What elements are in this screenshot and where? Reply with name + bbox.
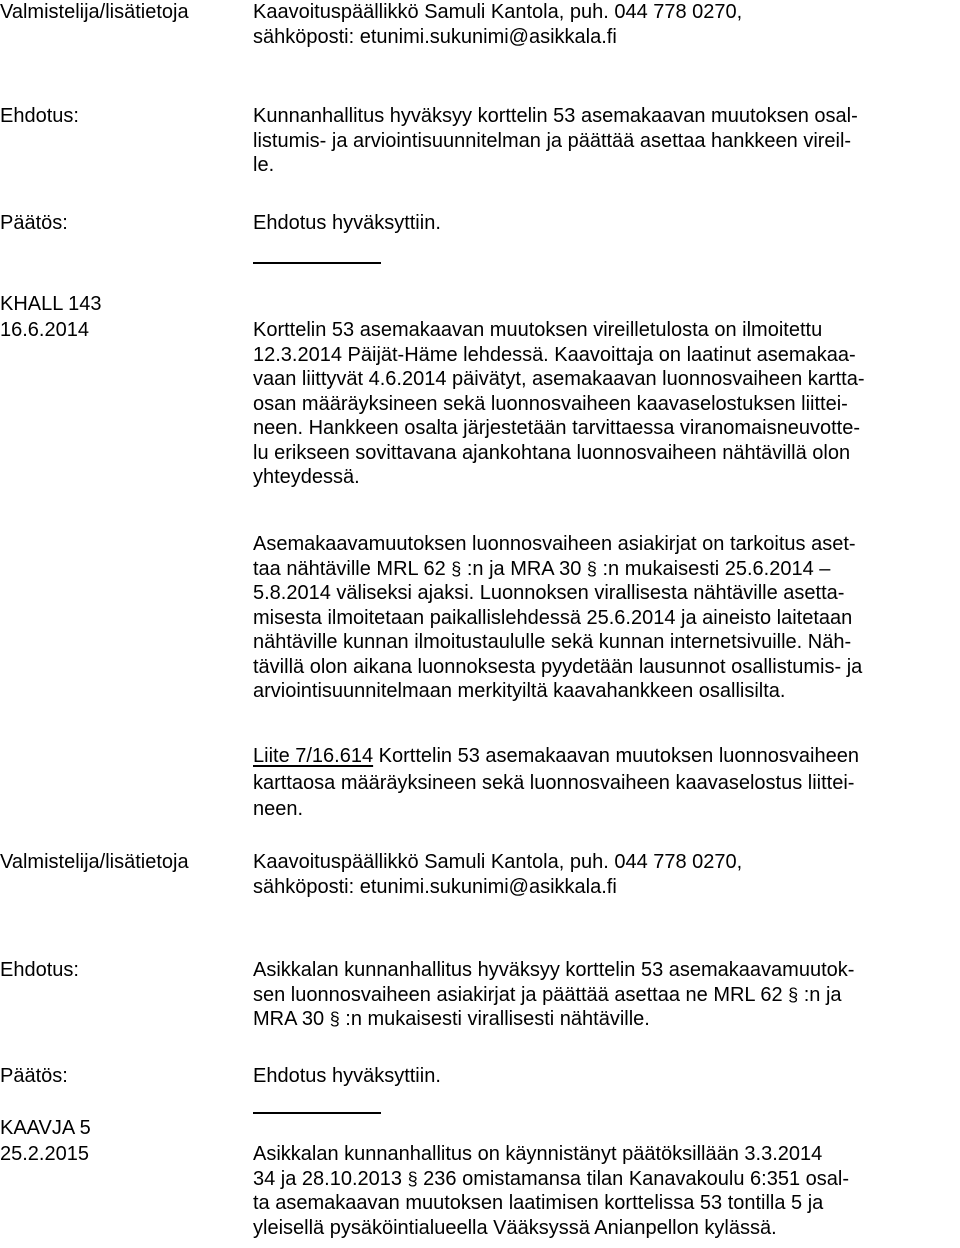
paragraph-line: yhteydessä. — [253, 466, 360, 488]
paragraph-line: vaan liittyvät 4.6.2014 päivätyt, asemakaavan luonnosvaiheen kartta- — [253, 368, 865, 390]
paragraph-line: neen. Hankkeen osalta järjestetään tarvittaessa viranomaisneuvotte- — [253, 417, 861, 439]
paragraph-line: Korttelin 53 asemakaavan muutoksen vireilletulosta on ilmoitettu — [253, 319, 823, 341]
proposal-label: Ehdotus: — [0, 105, 79, 127]
contact-details — [253, 0, 953, 49]
proposal-line: listumis- ja arviointisuunnitelman ja päättää asettaa hankkeen vireil- — [253, 129, 852, 152]
proposal-text — [253, 104, 953, 178]
contact-label: Valmistelija/lisätietoja — [0, 1, 189, 23]
paragraph-line: tävillä olon aikana luonnoksesta pyydetään lausunnot osallistumis- ja — [253, 655, 863, 678]
paragraph-line: misesta ilmoitetaan paikallislehdessä 25.6.2014 ja aineisto laitetaan — [253, 606, 853, 629]
contact-line: Kaavoituspäällikkö Samuli Kantola, puh. 044 778 0270, — [253, 851, 743, 873]
attachment-link[interactable]: Liite 7/16.614 — [253, 745, 374, 767]
paragraph-line: yleisellä pysäköintialueella Vääksyssä Anianpellon kylässä. — [253, 1216, 777, 1239]
paragraph-line: 5.8.2014 väliseksi ajaksi. Luonnoksen virallisesta nähtäville asetta- — [253, 582, 845, 604]
contact-line: Kaavoituspäällikkö Samuli Kantola, puh. 044 778 0270, — [253, 1, 743, 23]
section-sign: § — [407, 1168, 418, 1189]
section-id: KAAVJA 5 — [0, 1117, 91, 1139]
section-paragraph — [253, 318, 958, 490]
section-date: 16.6.2014 — [0, 319, 89, 341]
paragraph-line: lu erikseen sovittavana ajankohtana luonnosvaiheen nähtävillä olon — [253, 441, 851, 464]
section-paragraph — [253, 1142, 958, 1240]
decision-text: Ehdotus hyväksyttiin. — [253, 1065, 441, 1087]
paragraph-line: 34 ja 28.10.2013 § 236 omistamansa tilan Kanavakoulu 6:351 osal- — [253, 1167, 849, 1190]
section-sign: § — [586, 558, 597, 579]
separator-rule — [253, 1112, 381, 1114]
decision-label: Päätös: — [0, 1065, 68, 1087]
proposal-line: sen luonnosvaiheen asiakirjat ja päättää asettaa ne MRL 62 § :n ja — [253, 983, 842, 1006]
attachment-title: Korttelin 53 asemakaavan muutoksen luonnosvaiheen — [373, 745, 859, 767]
paragraph-line: Asikkalan kunnanhallitus on käynnistänyt päätöksillään 3.3.2014 — [253, 1143, 823, 1165]
attachment-paragraph — [253, 743, 960, 823]
paragraph-line: Asemakaavamuutoksen luonnosvaiheen asiakirjat on tarkoitus aset- — [253, 533, 856, 555]
paragraph-line: nähtäville kunnan ilmoitustaululle sekä kunnan internetsivuille. Näh- — [253, 631, 852, 653]
separator-rule — [253, 262, 381, 264]
proposal-label: Ehdotus: — [0, 959, 79, 981]
section-sign: § — [451, 558, 462, 579]
section-paragraph — [253, 532, 958, 704]
proposal-line: le. — [253, 154, 275, 176]
section-sign: § — [788, 984, 799, 1005]
contact-details — [253, 850, 953, 899]
paragraph-line: taa nähtäville MRL 62 § :n ja MRA 30 § :n mukaisesti 25.6.2014 – — [253, 557, 831, 580]
attachment-line: neen. — [253, 798, 304, 820]
proposal-text — [253, 958, 958, 1032]
proposal-line: Kunnanhallitus hyväksyy korttelin 53 asemakaavan muutoksen osal- — [253, 105, 858, 127]
decision-label: Päätös: — [0, 212, 68, 234]
attachment-line: karttaosa määräyksineen sekä luonnosvaiheen kaavaselostus liittei- — [253, 771, 855, 794]
contact-label: Valmistelija/lisätietoja — [0, 851, 189, 873]
paragraph-line: arviointisuunnitelmaan merkityiltä kaavahankkeen osallisilta. — [253, 680, 786, 702]
section-id: KHALL 143 — [0, 293, 102, 315]
proposal-line: MRA 30 § :n mukaisesti virallisesti nähtäville. — [253, 1008, 650, 1030]
section-date: 25.2.2015 — [0, 1143, 89, 1165]
paragraph-line: ta asemakaavan muutoksen laatimisen korttelissa 53 tontilla 5 ja — [253, 1192, 824, 1214]
paragraph-line: 12.3.2014 Päijät-Häme lehdessä. Kaavoittaja on laatinut asemakaa- — [253, 343, 856, 366]
contact-email: sähköposti: etunimi.sukunimi@asikkala.fi — [253, 875, 617, 898]
section-sign: § — [329, 1009, 340, 1029]
contact-email: sähköposti: etunimi.sukunimi@asikkala.fi — [253, 25, 617, 48]
paragraph-line: osan määräyksineen sekä luonnosvaiheen kaavaselostuksen liittei- — [253, 392, 848, 415]
decision-text: Ehdotus hyväksyttiin. — [253, 212, 441, 234]
proposal-line: Asikkalan kunnanhallitus hyväksyy korttelin 53 asemakaavamuutok- — [253, 959, 855, 981]
